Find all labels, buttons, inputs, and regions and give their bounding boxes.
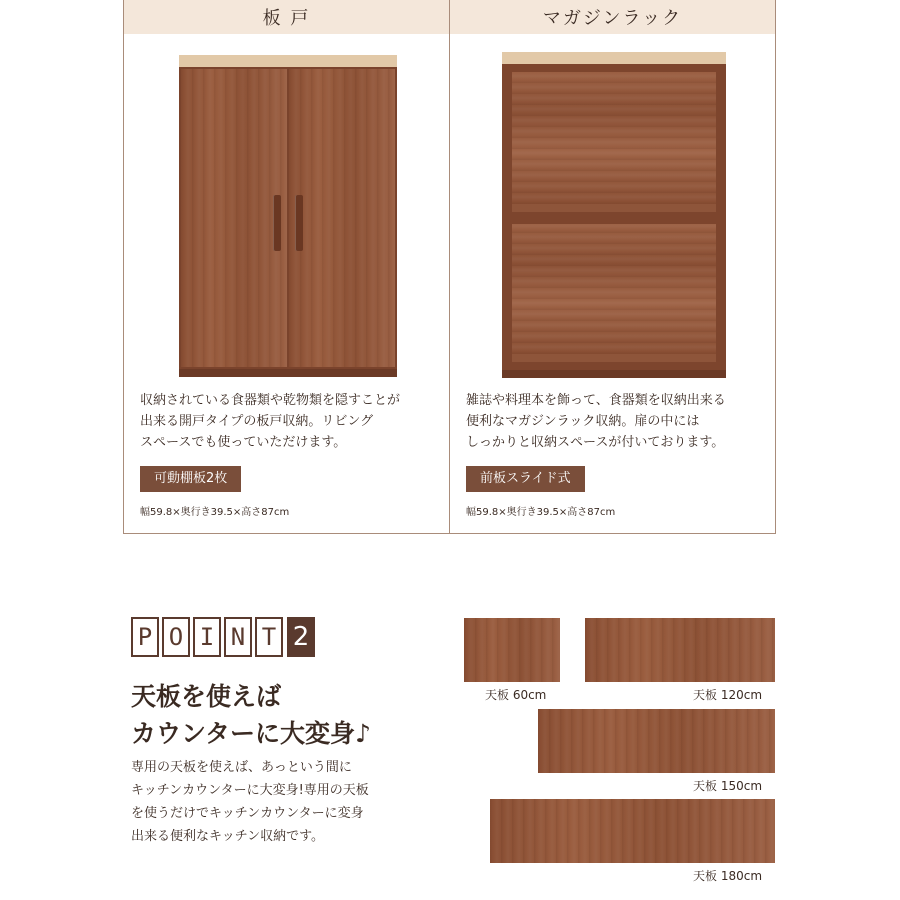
board-150-image — [538, 709, 775, 773]
point-headline: 天板を使えば カウンターに大変身♪ — [131, 682, 371, 748]
board-180-label: 天板 180cm — [693, 869, 763, 883]
panel-title: マガジンラック — [450, 0, 775, 34]
panel-door — [124, 0, 449, 533]
panel-magazine-rack — [449, 0, 775, 533]
dimensions-text: 幅59.8×奥行き39.5×高さ87cm — [466, 507, 616, 518]
point-body-text: 専用の天板を使えば、あっという間に キッチンカウンターに大変身!専用の天板 を使うだけでキッチンカウンターに変身 出来る便利なキッチン収納です。 — [131, 760, 369, 844]
magazine-rack-image — [502, 52, 726, 378]
door-cabinet-image — [179, 55, 397, 377]
panel-title: 板 戸 — [124, 0, 449, 34]
point-2-logo: P O I N T 2 — [131, 617, 315, 657]
feature-tag: 前板スライド式 — [466, 466, 585, 492]
panel-description: 収納されている食器類や乾物類を隠すことが 出来る開戸タイプの板戸収納。リビング スペースでも使っていただけます。 — [140, 393, 401, 450]
board-60-image — [464, 618, 560, 682]
board-150-label: 天板 150cm — [693, 779, 763, 793]
product-panels — [123, 0, 776, 534]
board-180-image — [490, 799, 775, 863]
board-120-label: 天板 120cm — [693, 688, 763, 702]
board-120-image — [585, 618, 775, 682]
dimensions-text: 幅59.8×奥行き39.5×高さ87cm — [140, 507, 290, 518]
panel-description: 雑誌や料理本を飾って、食器類を収納出来る 便利なマガジンラック収納。扉の中には しっかりと収納スペースが付いております。 — [466, 393, 726, 450]
feature-tag: 可動棚板2枚 — [140, 466, 241, 492]
board-60-label: 天板 60cm — [485, 688, 547, 702]
